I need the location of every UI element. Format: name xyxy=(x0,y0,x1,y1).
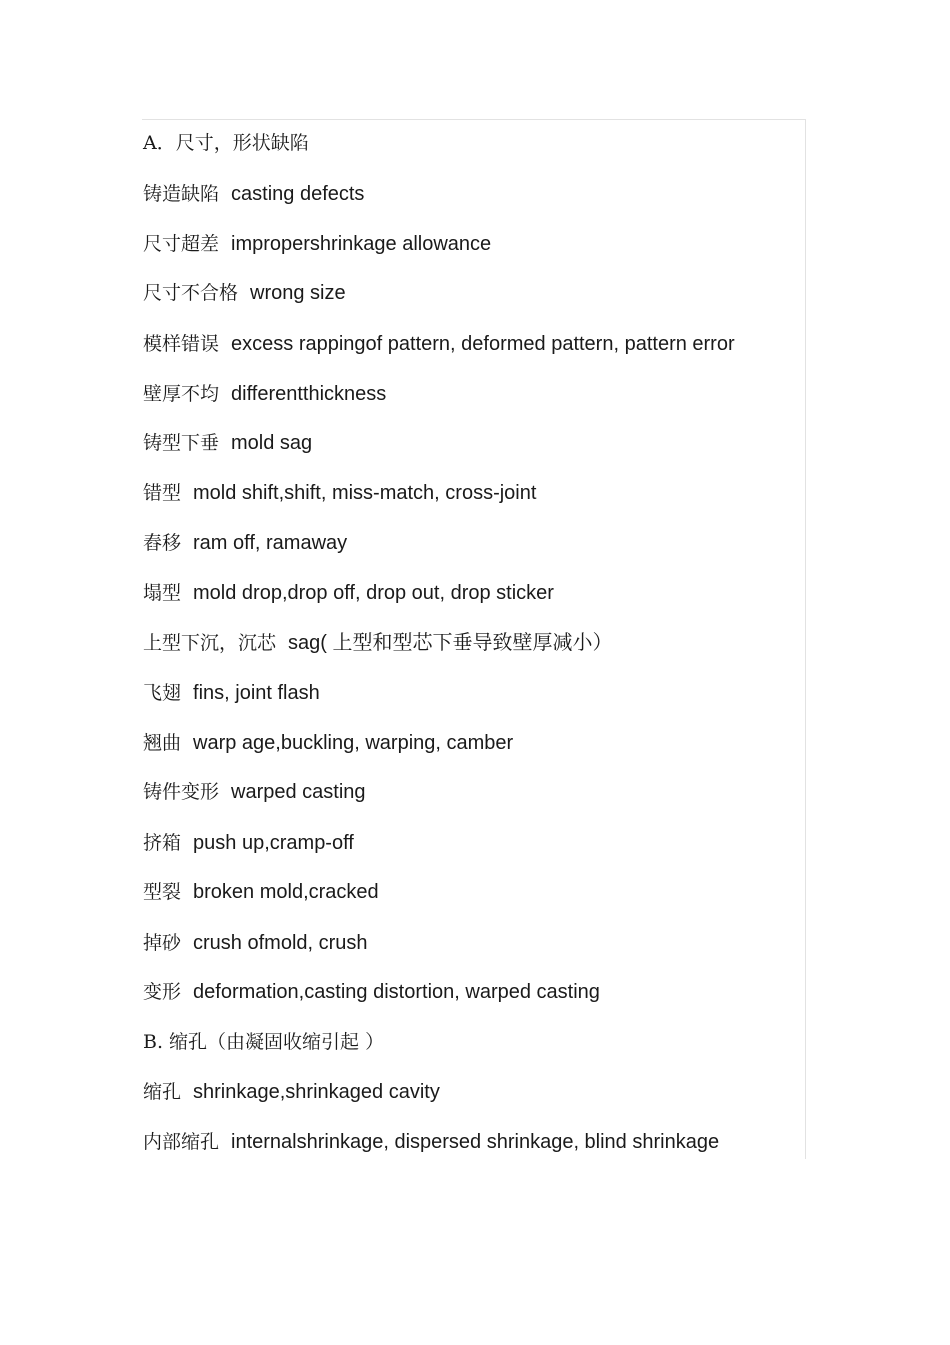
term-zh: 翘曲 xyxy=(143,732,182,754)
glossary-entry xyxy=(143,428,312,458)
glossary-entry xyxy=(143,528,347,558)
term-en: warped casting xyxy=(231,781,366,803)
glossary-entry xyxy=(143,278,346,308)
term-zh: 尺寸超差 xyxy=(143,233,220,255)
term-zh: 模样错误 xyxy=(143,333,220,355)
glossary-entry xyxy=(143,1127,719,1157)
term-zh: 变形 xyxy=(143,981,182,1003)
term-en: wrong size xyxy=(250,282,346,304)
term-zh: 缩孔 xyxy=(143,1081,182,1103)
term-en: deformation,casting distortion, warped casting xyxy=(193,981,600,1003)
term-zh: 内部缩孔 xyxy=(143,1131,220,1153)
glossary-entry xyxy=(143,828,354,858)
term-zh: 型裂 xyxy=(143,881,182,903)
glossary-entry xyxy=(143,578,554,608)
term-zh: 舂移 xyxy=(143,532,182,554)
term-zh: A．尺寸，形状缺陷 xyxy=(143,132,309,154)
glossary-entry xyxy=(143,179,364,209)
term-en: fins, joint flash xyxy=(193,682,320,704)
term-en: mold sag xyxy=(231,432,313,454)
term-zh: 上型下沉，沉芯 xyxy=(143,632,277,654)
glossary-entry xyxy=(143,478,536,508)
glossary-entry xyxy=(143,928,368,958)
glossary-entry xyxy=(143,329,735,359)
glossary-entry xyxy=(143,777,366,807)
glossary-entry xyxy=(143,379,386,409)
term-en: differentthickness xyxy=(231,383,387,405)
term-en: mold shift,shift, miss-match, cross-joint xyxy=(193,482,537,504)
section-heading-b xyxy=(143,1027,384,1057)
term-en: casting defects xyxy=(231,183,365,205)
term-zh: 错型 xyxy=(143,482,182,504)
glossary-entry xyxy=(143,678,320,708)
term-zh: 壁厚不均 xyxy=(143,383,220,405)
term-en: broken mold,cracked xyxy=(193,881,379,903)
term-zh: 铸型下垂 xyxy=(143,432,220,454)
glossary-entry xyxy=(143,728,513,758)
term-zh: 挤箱 xyxy=(143,832,182,854)
term-en: ram off, ramaway xyxy=(193,532,348,554)
term-en: internalshrinkage, dispersed shrinkage, blind shrinkage xyxy=(231,1131,720,1153)
term-en: impropershrinkage allowance xyxy=(231,233,492,255)
term-en: mold drop,drop off, drop out, drop sticker xyxy=(193,582,554,604)
glossary-entry xyxy=(143,628,612,658)
term-en: warp age,buckling, warping, camber xyxy=(193,732,514,754)
term-en: shrinkage,shrinkaged cavity xyxy=(193,1081,440,1103)
glossary-entry xyxy=(143,977,600,1007)
term-zh: 塌型 xyxy=(143,582,182,604)
term-en: excess rappingof pattern, deformed pattern, pattern error xyxy=(231,333,735,355)
term-zh: B. 缩孔（由凝固收缩引起 ） xyxy=(143,1031,385,1053)
term-zh: 铸造缺陷 xyxy=(143,183,220,205)
glossary-entry xyxy=(143,229,491,259)
term-zh: 掉砂 xyxy=(143,932,182,954)
glossary-entry xyxy=(143,877,379,907)
term-zh: 尺寸不合格 xyxy=(143,282,239,304)
term-en: push up,cramp-off xyxy=(193,832,354,854)
term-en: crush ofmold, crush xyxy=(193,932,368,954)
section-heading-a xyxy=(143,128,309,158)
term-en: sag( 上型和型芯下垂导致壁厚减小） xyxy=(288,632,613,654)
glossary-entry xyxy=(143,1077,440,1107)
term-zh: 铸件变形 xyxy=(143,781,220,803)
term-zh: 飞翅 xyxy=(143,682,182,704)
